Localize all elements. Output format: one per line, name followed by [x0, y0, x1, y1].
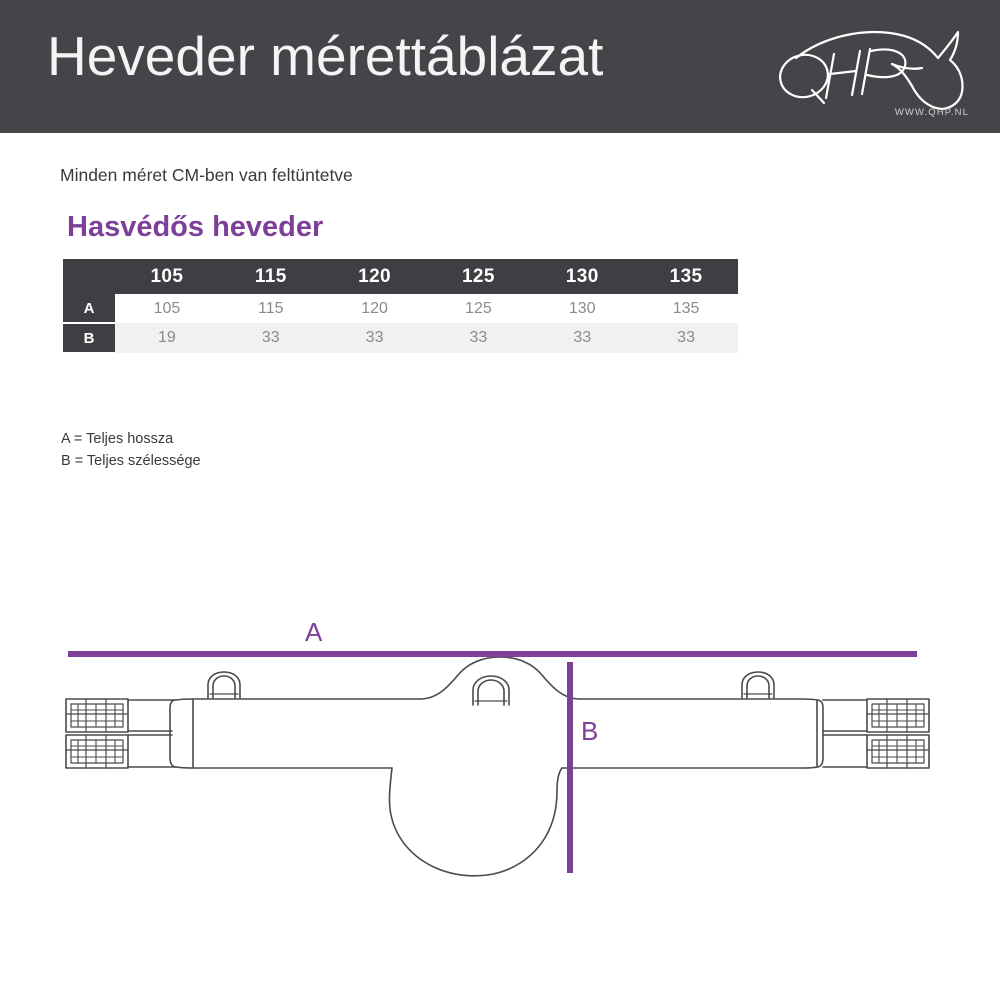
logo-url-text: WWW.QHP.NL: [894, 107, 969, 118]
d-ring-icon: [208, 672, 240, 698]
table-cell: 130: [530, 294, 634, 323]
dimension-label-b: B: [581, 716, 599, 746]
table-cell: 105: [115, 294, 219, 323]
table-col-header: 125: [426, 259, 530, 294]
table-col-header: 120: [323, 259, 427, 294]
table-corner-cell: [63, 259, 115, 294]
table-col-header: 130: [530, 259, 634, 294]
table-col-header: 135: [634, 259, 738, 294]
table-cell: 135: [634, 294, 738, 323]
table-cell: 19: [115, 323, 219, 353]
d-ring-icon: [742, 672, 774, 698]
table-header-row: [63, 259, 738, 294]
table-cell: 120: [323, 294, 427, 323]
table-cell: 33: [634, 323, 738, 353]
table-row: [63, 294, 738, 323]
table-row-label: A: [63, 294, 115, 323]
table-cell: 33: [426, 323, 530, 353]
table-row: [63, 323, 738, 353]
table-cell: 33: [530, 323, 634, 353]
table-body: [63, 294, 738, 353]
units-note: Minden méret CM-ben van feltüntetve: [60, 165, 353, 185]
legend-line-a: A = Teljes hossza: [61, 431, 174, 447]
table-col-header: 115: [219, 259, 323, 294]
measurement-legend: [61, 428, 201, 472]
table-cell: 33: [219, 323, 323, 353]
table-header: [63, 259, 738, 294]
qhp-logo: [772, 24, 972, 116]
dimension-label-a: A: [305, 617, 323, 647]
size-table: [63, 259, 738, 354]
table-cell: 125: [426, 294, 530, 323]
table-row-label: B: [63, 323, 115, 353]
legend-line-b: B = Teljes szélessége: [61, 453, 201, 469]
horse-head-icon: [772, 24, 972, 116]
d-ring-icon: [473, 676, 509, 705]
page-title: Heveder mérettáblázat: [47, 25, 604, 87]
table-cell: 33: [323, 323, 427, 353]
section-title: Hasvédős heveder: [67, 211, 324, 243]
girth-diagram: [0, 595, 1000, 915]
table-cell: 115: [219, 294, 323, 323]
table-col-header: 105: [115, 259, 219, 294]
page-header: [0, 0, 1000, 133]
